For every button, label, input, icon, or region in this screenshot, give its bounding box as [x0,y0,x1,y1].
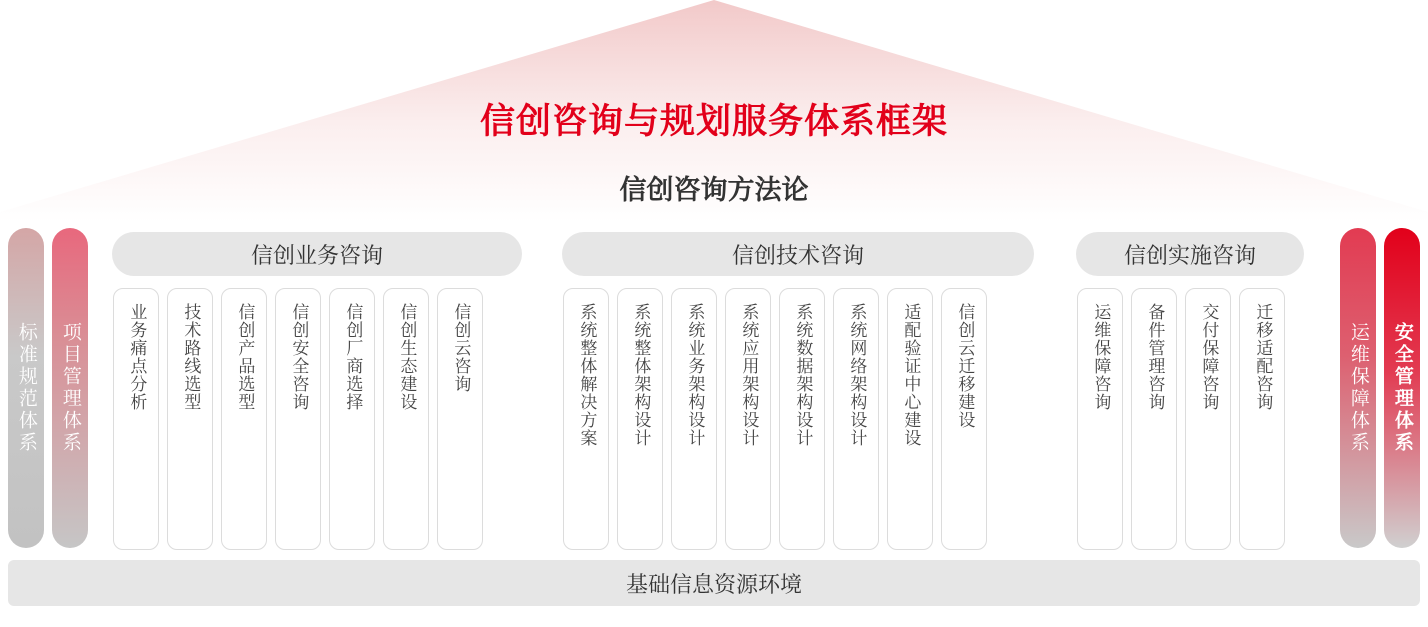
card-label: 迁移适配咨询 [1253,303,1273,411]
card-item[interactable] [887,288,933,550]
pillar-standard-spec [8,228,44,548]
card-label: 系统网络架构设计 [847,303,867,447]
group-title: 信创业务咨询 [250,242,383,268]
pillar-label: 安全管理体系 [1391,322,1413,454]
card-label: 业务痛点分析 [127,303,147,411]
card-label: 信创产品选型 [235,303,255,411]
group-header-implementation [1076,232,1304,276]
page-title: 信创咨询与规划服务体系框架 [479,102,948,141]
pillar-ops-support [1340,228,1376,548]
group-header-business [112,232,522,276]
card-label: 适配验证中心建设 [901,303,921,447]
card-item[interactable] [1239,288,1285,550]
card-label: 信创安全咨询 [289,303,309,411]
group-title: 信创实施咨询 [1123,242,1256,268]
card-item[interactable] [779,288,825,550]
card-label: 交付保障咨询 [1199,303,1219,411]
card-item[interactable] [833,288,879,550]
card-item[interactable] [437,288,483,550]
card-item[interactable] [563,288,609,550]
card-row-implementation [1077,288,1285,550]
card-item[interactable] [329,288,375,550]
card-label: 系统业务架构设计 [685,303,705,447]
card-item[interactable] [221,288,267,550]
card-label: 信创厂商选择 [343,303,363,411]
card-item[interactable] [725,288,771,550]
card-label: 系统整体架构设计 [631,303,651,447]
card-label: 信创云迁移建设 [955,303,975,429]
subtitle: 信创咨询方法论 [619,175,809,205]
card-item[interactable] [167,288,213,550]
card-label: 运维保障咨询 [1091,303,1111,411]
card-row-business [113,288,483,550]
card-item[interactable] [617,288,663,550]
pillar-label: 项目管理体系 [59,322,81,454]
card-item[interactable] [1185,288,1231,550]
card-label: 信创云咨询 [451,303,471,393]
card-label: 备件管理咨询 [1145,303,1165,411]
card-item[interactable] [1131,288,1177,550]
card-label: 系统数据架构设计 [793,303,813,447]
card-item[interactable] [383,288,429,550]
pillar-security-management [1384,228,1420,548]
base-label: 基础信息资源环境 [625,571,802,597]
card-item[interactable] [671,288,717,550]
card-item[interactable] [941,288,987,550]
card-label: 技术路线选型 [181,303,201,411]
group-header-technology [562,232,1034,276]
pillar-project-management [52,228,88,548]
pillar-label: 标准规范体系 [15,322,37,454]
pillar-label: 运维保障体系 [1347,322,1369,454]
card-label: 系统应用架构设计 [739,303,759,447]
card-item[interactable] [113,288,159,550]
card-item[interactable] [275,288,321,550]
group-title: 信创技术咨询 [731,242,864,268]
card-label: 信创生态建设 [397,303,417,411]
card-row-technology [563,288,987,550]
card-item[interactable] [1077,288,1123,550]
base-foundation-bar [8,560,1420,606]
card-label: 系统整体解决方案 [577,303,597,447]
